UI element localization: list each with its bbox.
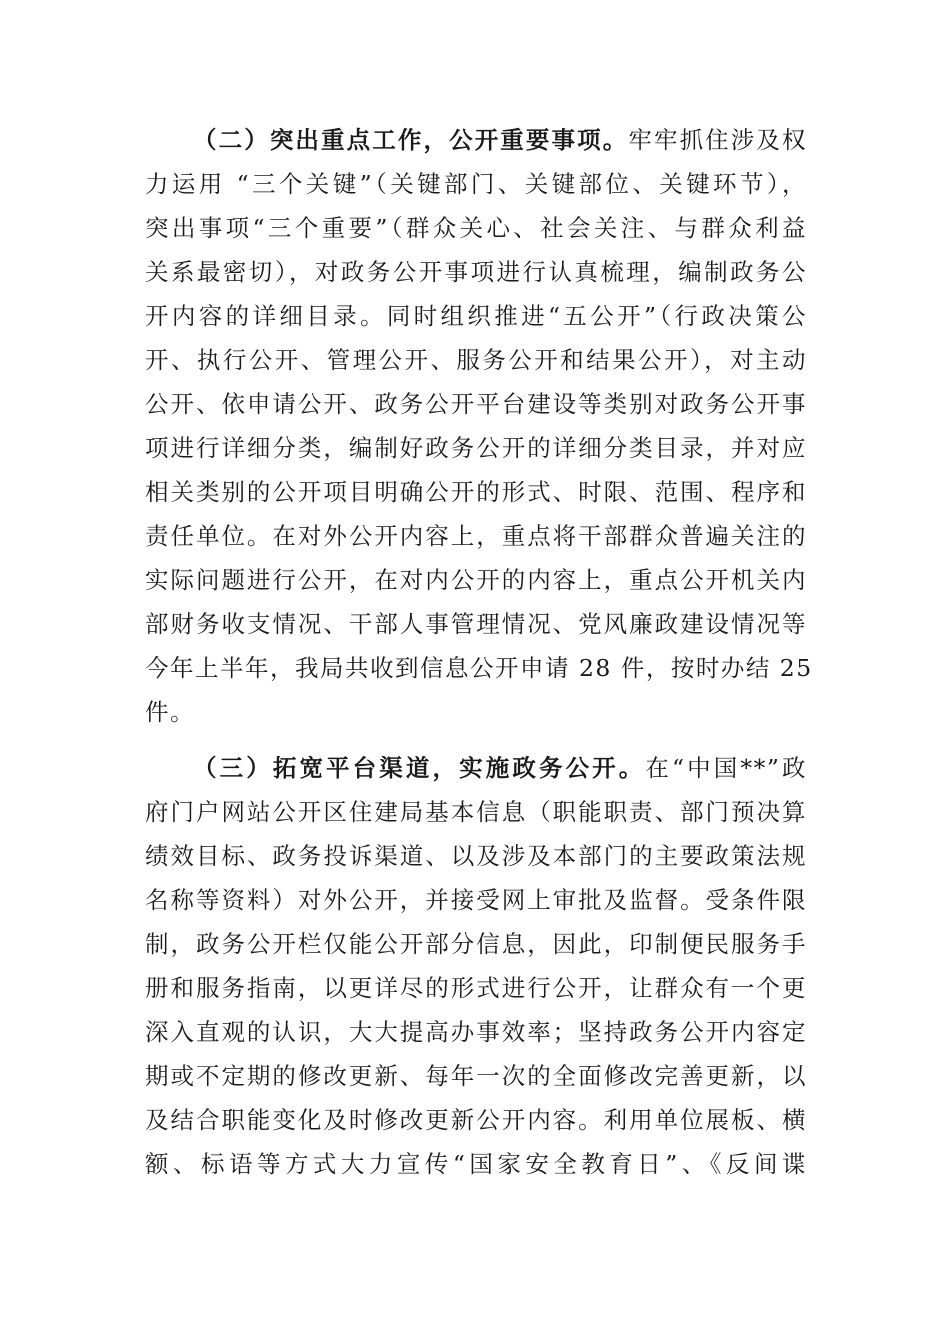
paragraph-3-line-4: 名称等资料）对外公开，并接受网上审批及监督。受条件限 (145, 886, 807, 914)
paragraph-3-line-7: 深入直观的认识，大大提高办事效率；坚持政务公开内容定 (145, 1018, 807, 1046)
paragraph-3-line-8: 期或不定期的修改更新、每年一次的全面修改完善更新，以 (145, 1062, 807, 1090)
paragraph-2-line-3: 突出事项“三个重要”（群众关心、社会关注、与群众利益 (145, 214, 807, 242)
paragraph-2-line-11: 实际问题进行公开，在对内公开的内容上，重点公开机关内 (145, 566, 807, 594)
paragraph-2-line-6: 开、执行公开、管理公开、服务公开和结果公开），对主动 (145, 346, 807, 374)
paragraph-3-line-9: 及结合职能变化及时修改更新公开内容。利用单位展板、横 (145, 1106, 807, 1134)
paragraph-3-line-3: 绩效目标、政务投诉渠道、以及涉及本部门的主要政策法规 (145, 842, 807, 870)
paragraph-3-line-1: （三）拓宽平台渠道，实施政务公开。在“中国**”政 (193, 754, 808, 782)
paragraph-3-line-10: 额、标语等方式大力宣传“国家安全教育日”、《反间谍 (145, 1150, 807, 1178)
paragraph-2-line-7: 公开、依申请公开、政务公开平台建设等类别对政务公开事 (145, 390, 807, 418)
paragraph-2-heading: （二）突出重点工作，公开重要事项。 (193, 126, 629, 154)
paragraph-2-line-4: 关系最密切），对政务公开事项进行认真梳理，编制政务公 (145, 258, 807, 286)
paragraph-3-line-5: 制，政务公开栏仅能公开部分信息，因此，印制便民服务手 (145, 930, 807, 958)
paragraph-3-heading: （三）拓宽平台渠道，实施政务公开。 (193, 754, 646, 782)
paragraph-2-line-12: 部财务收支情况、干部人事管理情况、党风廉政建设情况等 (145, 610, 807, 638)
paragraph-2-line-2: 力运用 “三个关键”（关键部门、关键部位、关键环节）， (145, 170, 807, 198)
paragraph-3-line-2: 府门户网站公开区住建局基本信息（职能职责、部门预决算 (145, 798, 807, 826)
paragraph-2-line-13: 今年上半年，我局共收到信息公开申请 28 件，按时办结 25 (145, 654, 813, 682)
paragraph-2-line-8: 项进行详细分类，编制好政务公开的详细分类目录，并对应 (145, 434, 807, 462)
paragraph-2-line-5: 开内容的详细目录。同时组织推进“五公开”（行政决策公 (145, 302, 807, 330)
paragraph-3-line-6: 册和服务指南，以更详尽的形式进行公开，让群众有一个更 (145, 974, 807, 1002)
paragraph-2-line-10: 责任单位。在对外公开内容上，重点将干部群众普遍关注的 (145, 522, 807, 550)
paragraph-2-line-1: （二）突出重点工作，公开重要事项。牢牢抓住涉及权 (193, 126, 808, 154)
paragraph-2-line-14: 件。 (145, 698, 195, 726)
paragraph-2-line-9: 相关类别的公开项目明确公开的形式、时限、范围、程序和 (145, 478, 807, 506)
